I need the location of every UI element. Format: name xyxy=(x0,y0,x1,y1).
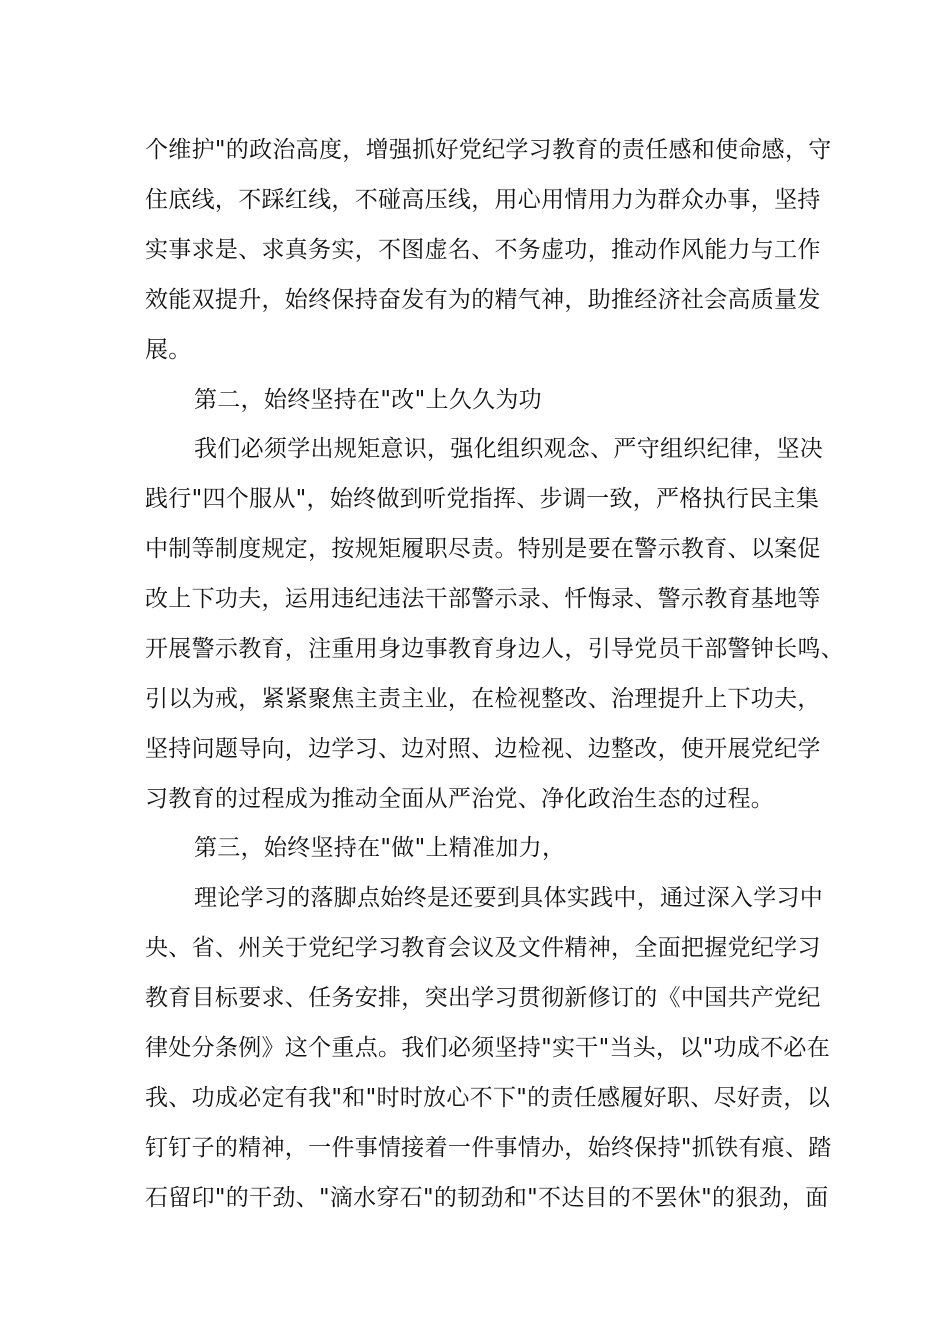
text-line: 践行"四个服从"，始终做到听党指挥、步调一致，严格执行民主集 xyxy=(145,486,820,512)
section-heading: 第三，始终坚持在"做"上精准加力， xyxy=(194,835,566,861)
text-line: 坚持问题导向，边学习、边对照、边检视、边整改，使开展党纪学 xyxy=(145,736,821,762)
text-line: 教育目标要求、任务安排，突出学习贯彻新修订的《中国共产党纪 xyxy=(145,985,821,1011)
text-line: 石留印"的干劲、"滴水穿石"的韧劲和"不达目的不罢休"的狠劲，面 xyxy=(145,1185,829,1211)
text-line: 央、省、州关于党纪学习教育会议及文件精神，全面把握党纪学习 xyxy=(145,935,821,961)
text-line: 我、功成必定有我"和"时时放心不下"的责任感履好职、尽好责，以 xyxy=(145,1085,831,1111)
text-line: 住底线，不踩红线，不碰高压线，用心用情用力为群众办事，坚持 xyxy=(145,187,821,213)
text-line: 理论学习的落脚点始终是还要到具体实践中，通过深入学习中 xyxy=(194,885,824,911)
text-line: 我们必须学出规矩意识，强化组织观念、严守组织纪律，坚决 xyxy=(194,436,824,462)
text-line: 中制等制度规定，按规矩履职尽责。特别是要在警示教育、以案促 xyxy=(145,536,821,562)
text-line: 改上下功夫，运用违纪违法干部警示录、忏悔录、警示教育基地等 xyxy=(145,586,821,612)
text-line: 律处分条例》这个重点。我们必须坚持"实干"当头，以"功成不必在 xyxy=(145,1035,831,1061)
text-line: 效能双提升，始终保持奋发有为的精气神，助推经济社会高质量发 xyxy=(145,287,821,313)
text-line: 钉钉子的精神，一件事情接着一件事情办，始终保持"抓铁有痕、踏 xyxy=(145,1135,832,1161)
text-line: 习教育的过程成为推动全面从严治党、净化政治生态的过程。 xyxy=(145,786,775,812)
text-line: 展。 xyxy=(145,337,192,363)
section-heading: 第二，始终坚持在"改"上久久为功 xyxy=(194,387,542,413)
text-line: 实事求是、求真务实，不图虚名、不务虚功，推动作风能力与工作 xyxy=(145,237,821,263)
text-line: 引以为戒，紧紧聚焦主责主业，在检视整改、治理提升上下功夫， xyxy=(145,686,821,712)
text-line: 开展警示教育，注重用身边事教育身边人，引导党员干部警钟长鸣、 xyxy=(145,636,844,662)
text-line: 个维护"的政治高度，增强抓好党纪学习教育的责任感和使命感，守 xyxy=(145,137,832,163)
